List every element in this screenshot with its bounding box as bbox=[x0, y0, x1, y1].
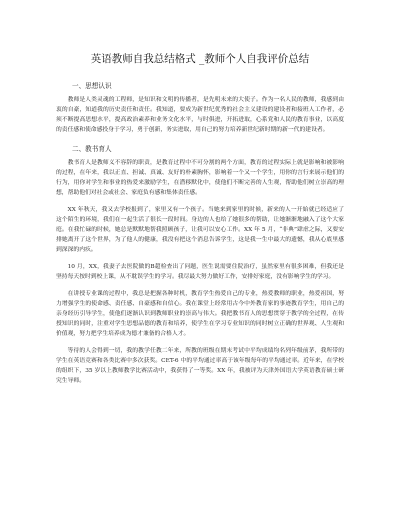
paragraph-teaching-duty: 教书育人是教师义不容辞的职责，是教育过程中不可分割的两个方面，教育的过程实际上就是影响和被影响的过程，在年来，我以正直、担诚、真诚、友好的朴素胸怀，影响着一个又一个学生，用你的言行来展示他们的行为，用你对学生和事业的热爱来激励学生，在潜移默化中，使他们不断完善的人生观，帮助他们树立崇高的理想，帮助他们对社会或社会、家庭负有感和集体责任感。 bbox=[56, 160, 344, 196]
document-title: 英语教师自我总结格式 _教师个人自我评价总结 bbox=[90, 53, 310, 65]
paragraph-thoughts: 教师是人类灵魂的工程师，是知识和文明的传播者，是先明未来的大使子。作为一名人民的教师，我感到由衷的自豪，知道我的历史责任和责任。我知道，要成为新世纪优秀的社会主义建设的建设者和接班人工作者，必须不断提高思想水平，提高政治素养和业务文化水平，与时俱进，开拓进取，心系党和人民的教育事业，以高度的责任感和使命感投身于学习，勇于创新，务实进取，用自己的努力培养新世纪新时期的新一代的建设者。 bbox=[56, 97, 344, 133]
section-heading-teaching: 二、教书育人 bbox=[72, 145, 112, 153]
paragraph-professional-teaching: 在讲授专业课的过程中，我总是把握各种时机，教育学生热爱自己的专业，热爱教师的职业，热爱祖国，努力增强学生的使命感、责任感、自豪感和自信心。我在课堂上经常用古今中外教育家的事迹教育学生，用自己的亲身经历引导学生，使他们逐渐认识到教师职业的崇高与伟大。我把教书育人的思想贯穿于教学的全过程，在传授知识的同时，注重对学生思想品德的教育和培养，使学生在学习专业知识的同时树立正确的世界观、人生观和价值观，努力把学生培养成为德才兼备的合格人才。 bbox=[56, 291, 344, 337]
paragraph-achievements: 等待的人会得到一切，我的教学任教二年来，所教的班级在期末考试中平均成绩均名列年级前茅，我所带的学生在英语竞赛和各类比赛中多次获奖。CET-6 中的平均通过率高于该年级每年的平均通过率。近年来，在学校的组织下，35 岁以上教师教学比赛活动中，我获得了一等奖。XX 年，我被评为天津外国语大学英语教育硕士研究生导师。 bbox=[56, 348, 344, 384]
paragraph-student-story: XX 年秋天，我又去学校报到了，家里又有一个孩子。当她来到家里的时候，新来的人一开始就已经适应了这个陌生的环境，我们在一起生活了很长一段时间。身边的人也给了她很多的帮助，让她渐渐地融入了这个大家庭。在我忙碌的时候，她总是默默地帮我照顾孩子，让我可以安心工作。XX 年 5 月，“非典”肆虐之际，又要安排她离开了这个世界，为了他人的健康，我没有把这个消息告诉学生，这是我一生中最大的遗憾，我从心底里感到深深的内疚。 bbox=[56, 207, 344, 253]
paragraph-family-hardship: 10 月，XX，我妻子去医院做的B超检查出了问题，医生说需要住院治疗，虽然家里有很多困难，但我还是坚持每天按时到校上课，从不耽误学生的学习。我尽最大努力做好工作，安排好家庭，没有影响学生的学习。 bbox=[56, 264, 344, 280]
section-heading-thoughts: 一、思想认识 bbox=[72, 82, 112, 90]
